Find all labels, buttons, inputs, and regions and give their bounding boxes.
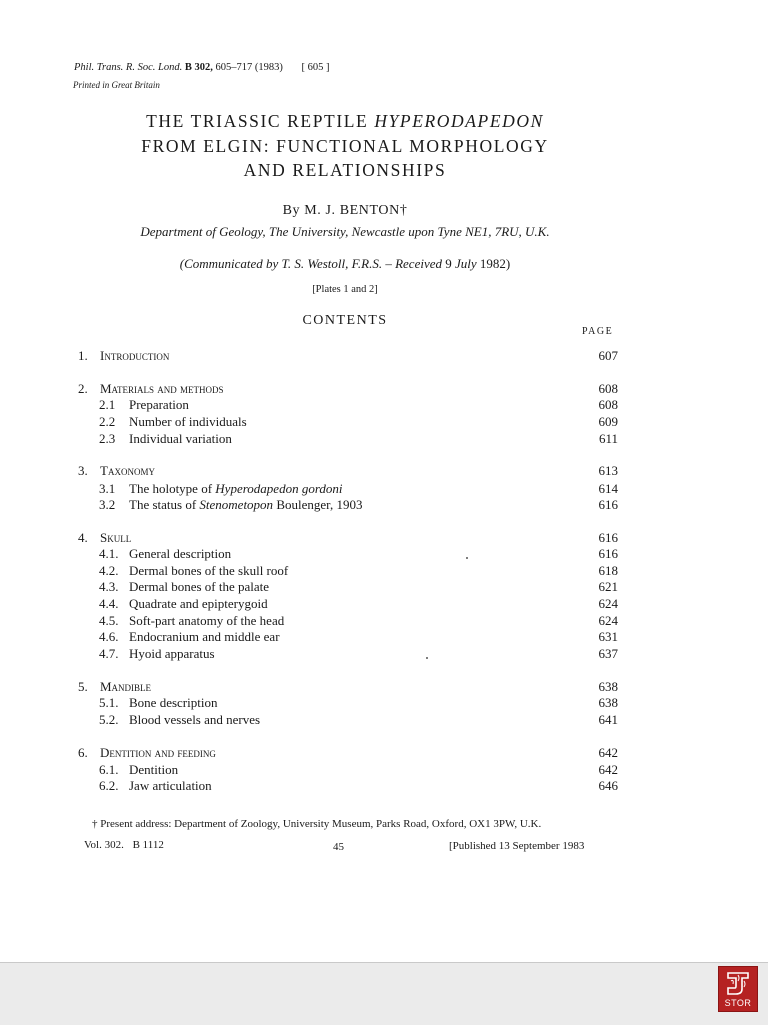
paper-title-line-2: FROM ELGIN: FUNCTIONAL MORPHOLOGY — [141, 136, 549, 156]
toc-entry-number: 4.3. — [99, 579, 119, 594]
toc-label-text: Materials and methods — [100, 381, 224, 396]
toc-entry-number: 4.1. — [99, 546, 119, 561]
toc-label-text: The status of — [129, 497, 197, 512]
paper-title-line-1 — [0, 111, 690, 132]
toc-page-number: 614 — [598, 481, 618, 496]
toc-entry-number: 4.5. — [99, 613, 119, 628]
toc-page-number: 611 — [598, 431, 618, 446]
toc-label-text: Preparation — [129, 397, 189, 412]
toc-subsection-title — [129, 613, 284, 629]
toc-entry-number: 4.7. — [99, 646, 119, 661]
toc-page-number: 637 — [598, 646, 618, 661]
toc-entry-number: 2.2 — [99, 414, 116, 429]
toc-page-number: 616 — [598, 546, 618, 561]
toc-subsection-title — [129, 596, 268, 612]
toc-label-text: Introduction — [100, 348, 170, 363]
toc-page-number: 616 — [598, 530, 618, 545]
toc-entry-number: 4.2. — [99, 563, 119, 578]
received-year: 1982) — [479, 256, 511, 271]
toc-label-suffix: Boulenger, 1903 — [276, 497, 363, 512]
toc-label-text: Blood vessels and nerves — [129, 712, 261, 727]
toc-label-text: Soft-part anatomy of the head — [129, 613, 285, 628]
toc-label-italic: Hyperodapedon gordoni — [215, 481, 343, 496]
toc-page-number: 646 — [598, 778, 618, 793]
toc-page-number: 616 — [598, 497, 618, 512]
toc-page-number: 608 — [598, 381, 618, 396]
toc-entry-number: 2.3 — [99, 431, 116, 446]
toc-entry-number: 3.1 — [99, 481, 116, 496]
toc-subsection-title — [129, 646, 215, 662]
communicated-prefix: (Communicated by T. S. Westoll, F.R.S. – Received — [179, 256, 442, 271]
toc-entry-number: 4.4. — [99, 596, 119, 611]
toc-subsection-title — [129, 431, 232, 447]
footer-volume: Vol. 302. — [84, 839, 124, 851]
toc-entry-number: 4.6. — [99, 629, 119, 644]
contents-heading: CONTENTS — [302, 313, 388, 328]
toc-section-title — [100, 348, 169, 364]
journal-pages: 605–717 (1983) — [215, 62, 283, 73]
jstor-emblem-icon — [725, 970, 751, 996]
toc-page-number: 638 — [598, 695, 618, 710]
toc-subsection-title — [129, 629, 280, 645]
toc-label-text: Dentition — [129, 762, 179, 777]
toc-entry-number: 6. — [78, 745, 88, 760]
toc-entry-number: 2. — [78, 381, 88, 396]
toc-entry-number: 6.1. — [99, 762, 119, 777]
author-affiliation: Department of Geology, The University, Newcastle upon Tyne NE1, 7RU, U.K. — [140, 224, 550, 239]
toc-label-text: Individual variation — [129, 431, 232, 446]
toc-entry-number: 5.2. — [99, 712, 119, 727]
toc-label-text: Endocranium and middle ear — [129, 629, 280, 644]
paper-title-line-3: AND RELATIONSHIPS — [243, 160, 447, 180]
toc-entry-number: 3. — [78, 463, 88, 478]
footer-signature: B 1112 — [132, 839, 164, 851]
toc-label-text: Skull — [100, 530, 132, 545]
toc-label-text: Jaw articulation — [129, 778, 212, 793]
published-date: [Published 13 September 1983 — [449, 840, 585, 852]
title-text: THE TRIASSIC REPTILE — [146, 111, 369, 131]
toc-subsection-title — [129, 778, 212, 794]
toc-entry-number: 3.2 — [99, 497, 116, 512]
toc-label-text: Quadrate and epipterygoid — [129, 596, 268, 611]
toc-entry-number: 1. — [78, 348, 88, 363]
speck — [466, 557, 468, 559]
viewer-bottom-bar — [0, 962, 768, 1025]
toc-page-number: 607 — [598, 348, 618, 363]
toc-page-number: 618 — [598, 563, 618, 578]
toc-subsection-title — [129, 762, 178, 778]
journal-volume: B 302, — [184, 62, 213, 73]
toc-page-number: 613 — [598, 463, 618, 478]
page-column-label: PAGE — [582, 326, 614, 337]
toc-page-number: 624 — [598, 596, 618, 611]
author-line: By M. J. BENTON† — [282, 203, 408, 218]
volume-signature — [84, 839, 164, 851]
toc-label-text: General description — [129, 546, 232, 561]
toc-label-text: Dermal bones of the skull roof — [129, 563, 289, 578]
toc-subsection-title — [129, 414, 247, 430]
toc-subsection-title — [129, 546, 231, 562]
toc-entry-number: 5. — [78, 679, 88, 694]
toc-section-title — [100, 381, 224, 397]
toc-page-number: 631 — [598, 629, 618, 644]
toc-section-title — [100, 463, 155, 479]
toc-entry-number: 6.2. — [99, 778, 119, 793]
speck — [426, 657, 428, 659]
toc-page-number: 638 — [598, 679, 618, 694]
toc-page-number: 641 — [598, 712, 618, 727]
toc-label-text: Mandible — [100, 679, 152, 694]
toc-subsection-title — [129, 695, 217, 711]
toc-entry-number: 4. — [78, 530, 88, 545]
jstor-logo[interactable] — [718, 966, 758, 1012]
toc-entry-number: 5.1. — [99, 695, 119, 710]
toc-label-text: Dentition and feeding — [100, 745, 216, 760]
toc-subsection-title — [129, 497, 362, 513]
plates-note: [Plates 1 and 2] — [312, 284, 378, 295]
toc-page-number: 642 — [598, 762, 618, 777]
jstor-wordmark: STOR — [724, 998, 752, 1008]
footer-folio: 45 — [333, 841, 344, 853]
title-genus: HYPERODAPEDON — [374, 111, 544, 131]
toc-subsection-title — [129, 397, 189, 413]
toc-label-text: Bone description — [129, 695, 218, 710]
toc-label-text: Taxonomy — [100, 463, 155, 478]
toc-page-number: 609 — [598, 414, 618, 429]
page-number-bracket: [ 605 ] — [301, 62, 330, 73]
toc-section-title — [100, 530, 131, 546]
received-day: 9 — [445, 256, 452, 271]
toc-section-title — [100, 745, 216, 761]
journal-citation — [74, 62, 330, 73]
toc-label-text: Dermal bones of the palate — [129, 579, 270, 594]
toc-label-text: Number of individuals — [129, 414, 247, 429]
toc-entry-number: 2.1 — [99, 397, 116, 412]
toc-section-title — [100, 679, 151, 695]
printed-note: Printed in Great Britain — [73, 80, 160, 90]
toc-subsection-title — [129, 712, 260, 728]
toc-subsection-title — [129, 481, 343, 497]
toc-subsection-title — [129, 579, 269, 595]
toc-label-text: Hyoid apparatus — [129, 646, 215, 661]
journal-name: Phil. Trans. R. Soc. Lond. — [74, 62, 183, 73]
footnote: † Present address: Department of Zoology, University Museum, Parks Road, Oxford, OX1 3PW, U.K. — [92, 818, 542, 830]
toc-page-number: 642 — [598, 745, 618, 760]
received-month: July — [454, 256, 477, 271]
toc-page-number: 621 — [598, 579, 618, 594]
toc-label-text: The holotype of — [129, 481, 213, 496]
toc-label-italic: Stenometopon — [199, 497, 274, 512]
toc-page-number: 624 — [598, 613, 618, 628]
toc-subsection-title — [129, 563, 288, 579]
communicated-line — [0, 256, 690, 272]
toc-page-number: 608 — [598, 397, 618, 412]
